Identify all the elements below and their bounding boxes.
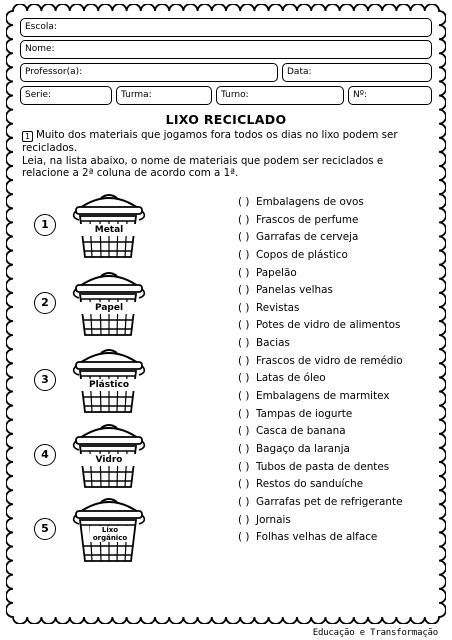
list-item-label: Potes de vidro de alimentos [256,319,401,332]
answer-blank[interactable]: ( ) [238,407,250,420]
bin-row-4 [34,420,154,490]
turma-field[interactable]: Turma: [116,86,212,105]
list-item-label: Jornais [256,513,291,526]
answer-blank[interactable]: ( ) [238,478,250,491]
answer-blank[interactable]: ( ) [238,354,250,367]
serie-field[interactable]: Serie: [20,86,112,105]
answer-blank[interactable]: ( ) [238,301,250,314]
list-item-label: Embalagens de ovos [256,196,364,208]
footer-credit: Educação e Transformação [312,628,438,638]
bin-label: Lixo orgânico [90,526,130,542]
list-item-label: Panelas velhas [256,284,333,297]
list-item-label: Copos de plástico [256,248,348,261]
answer-blank[interactable]: ( ) [238,319,250,332]
list-item-label: Bacias [256,337,290,350]
list-item [238,459,403,477]
page-title: LIXO RECICLADO [165,112,287,127]
list-item [238,441,403,459]
answer-blank[interactable]: ( ) [238,442,250,455]
materials-list [238,194,403,547]
answer-blank[interactable]: ( ) [238,531,250,544]
list-item [238,423,403,441]
answer-blank[interactable]: ( ) [238,213,250,226]
answer-blank[interactable]: ( ) [238,513,250,526]
list-item [238,229,403,247]
list-item-label: Bagaço da laranja [256,442,350,455]
bin-number-badge: 5 [34,518,56,540]
list-item-label: Casca de banana [256,425,346,438]
list-item [238,370,403,388]
list-item [238,282,403,300]
answer-blank[interactable]: ( ) [238,460,250,473]
answer-blank[interactable]: ( ) [238,284,250,297]
bin-row-1 [34,190,154,260]
list-item-label: Latas de óleo [256,372,326,385]
bin-number-badge: 4 [34,444,56,466]
bin-label: Metal [80,224,138,236]
escola-field[interactable]: Escola: [20,18,432,37]
instruction-line-2: Leia, na lista abaixo, o nome de materiais que podem ser reciclados e relacione a 2ª coluna de acordo com a 1ª. [22,154,384,180]
instruction-line-1: Muito dos materiais que jogamos fora todos os dias no lixo podem ser reciclados. [22,129,398,154]
numero-field[interactable]: Nº: [348,86,432,105]
list-item [238,476,403,494]
list-item [238,212,403,230]
list-item-label: Revistas [256,301,300,314]
list-item-label: Folhas velhas de alface [256,531,378,544]
answer-blank[interactable]: ( ) [238,495,250,508]
list-item-label: Garrafas de cerveja [256,231,359,244]
answer-blank[interactable]: ( ) [238,266,250,279]
nome-field[interactable]: Nome: [20,40,432,59]
professor-field[interactable]: Professor(a): [20,63,278,82]
list-item [238,388,403,406]
list-item [238,529,403,547]
list-item-label: Restos do sanduíche [256,478,364,491]
list-item-label: Garrafas pet de refrigerante [256,495,403,508]
turno-field[interactable]: Turno: [216,86,344,105]
bin-label: Papel [80,302,138,314]
list-item [238,335,403,353]
list-item [238,265,403,283]
list-item-label: Frascos de vidro de remédio [256,354,403,367]
bin-label: Plástico [80,379,138,391]
data-field[interactable]: Data: [282,63,432,82]
answer-blank[interactable]: ( ) [238,337,250,350]
answer-blank[interactable]: ( ) [238,390,250,403]
list-item [238,317,403,335]
bin-number-badge: 3 [34,369,56,391]
list-item [238,494,403,512]
list-item [238,300,403,318]
answer-blank[interactable]: ( ) [238,196,250,208]
list-item [238,406,403,424]
list-item-label: Embalagens de marmitex [256,390,390,403]
bin-label: Vidro [80,454,138,466]
list-item-label: Tampas de iogurte [256,407,353,420]
question-marker: 1 [22,131,33,142]
list-item-label: Frascos de perfume [256,213,359,226]
list-item [238,247,403,265]
list-item [238,194,403,212]
list-item [238,512,403,530]
bin-number-badge: 2 [34,292,56,314]
list-item [238,353,403,371]
answer-blank[interactable]: ( ) [238,231,250,244]
bin-row-2 [34,268,154,338]
answer-blank[interactable]: ( ) [238,425,250,438]
bin-row-3 [34,345,154,415]
list-item-label: Tubos de pasta de dentes [256,460,390,473]
bin-number-badge: 1 [34,214,56,236]
answer-blank[interactable]: ( ) [238,372,250,385]
list-item-label: Papelão [256,266,297,279]
bin-row-5 [34,494,154,564]
answer-blank[interactable]: ( ) [238,248,250,261]
instructions [22,129,430,180]
